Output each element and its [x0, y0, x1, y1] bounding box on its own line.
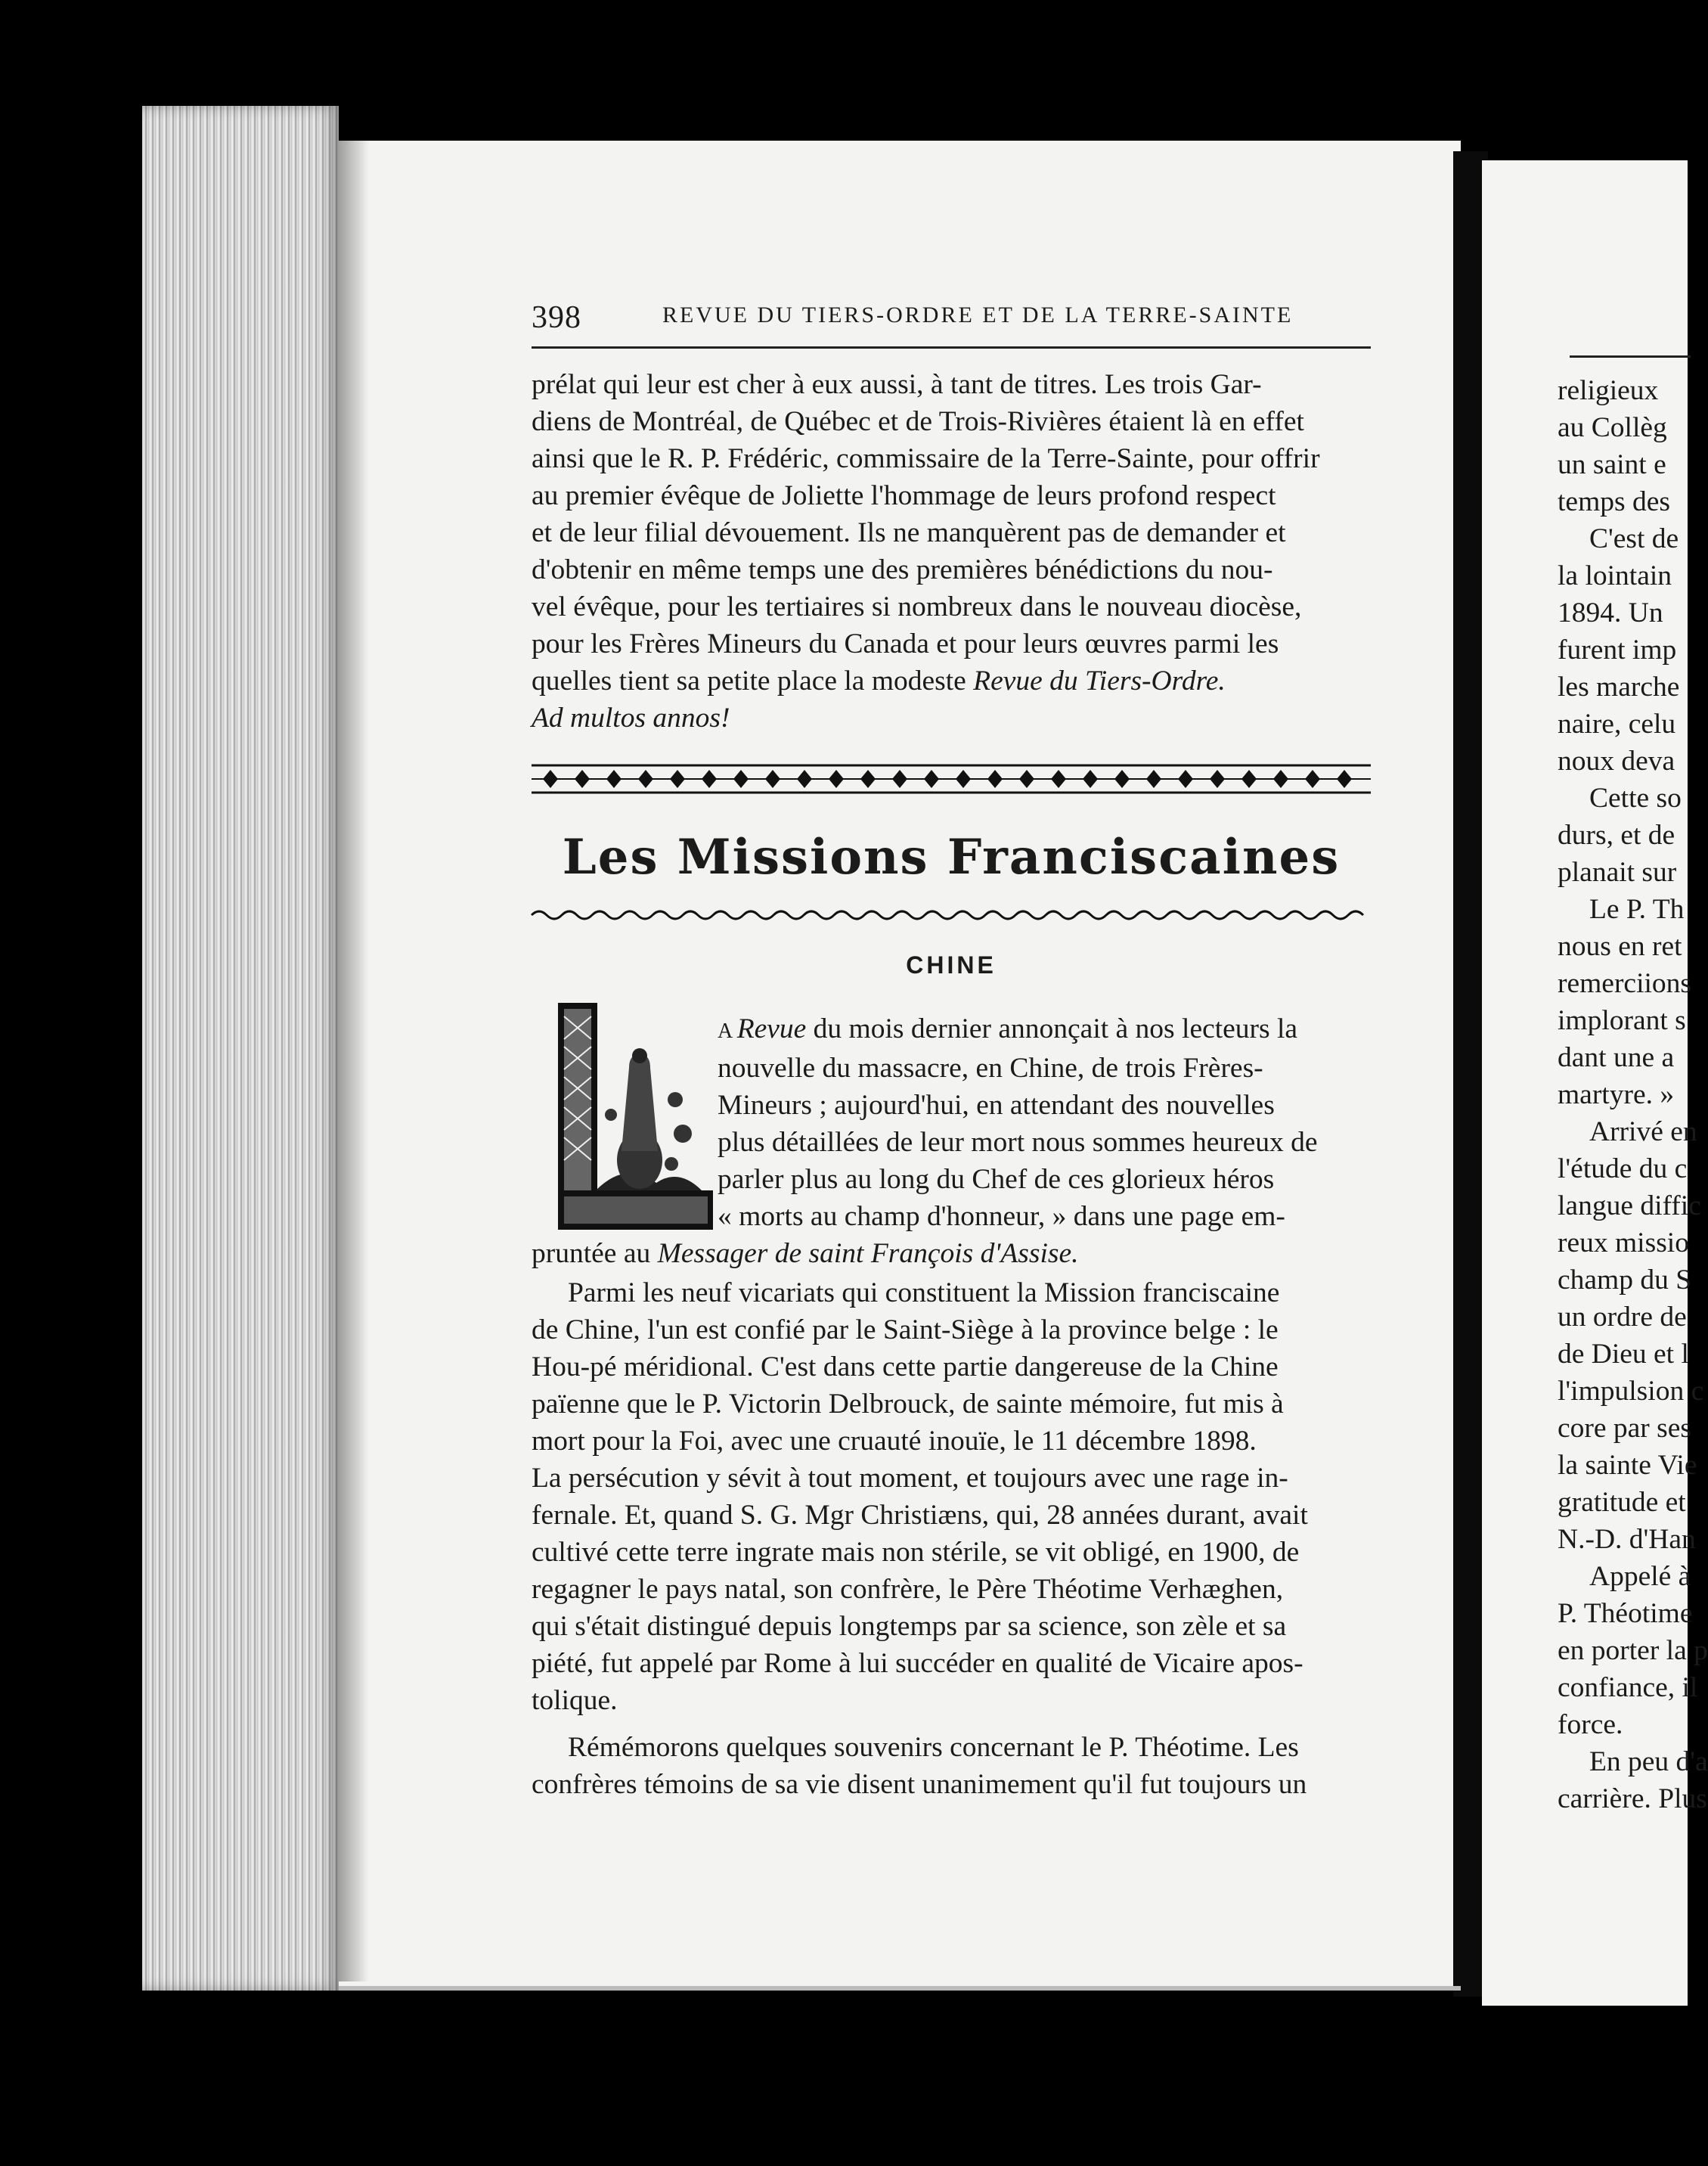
right-page-line: l'impulsion c	[1558, 1376, 1704, 1407]
text-line: piété, fut appelé par Rome à lui succéder en qualité de Vicaire apos-	[532, 1648, 1303, 1679]
top-paragraph	[532, 366, 1371, 737]
right-header-rule	[1570, 355, 1691, 358]
text-line: Rémémorons quelques souvenirs concernant le P. Théotime. Les	[568, 1732, 1299, 1763]
right-page-line: les marche	[1558, 672, 1680, 703]
text-span: du mois dernier annonçait à nos lecteurs la	[806, 1013, 1298, 1044]
text-line	[532, 1235, 1371, 1272]
text-line: fernale. Et, quand S. G. Mgr Christiæns, qui, 28 années durant, avait	[532, 1500, 1308, 1531]
text-line	[532, 1010, 1371, 1050]
right-page-line: durs, et de	[1558, 820, 1675, 851]
text-line	[532, 663, 1371, 700]
text-line: La persécution y sévit à tout moment, et toujours avec une rage in-	[532, 1463, 1288, 1494]
closing-line	[532, 700, 1371, 737]
paragraph-two	[532, 1274, 1371, 1719]
right-page-line: Le P. Th	[1589, 894, 1685, 925]
right-page-line: P. Théotime	[1558, 1598, 1693, 1629]
text-line: parler plus au long du Chef de ces glorieux héros	[718, 1164, 1275, 1195]
right-page-line: Arrivé en	[1589, 1116, 1697, 1147]
text-span: pruntée au	[532, 1238, 658, 1269]
text-line: qui s'était distingué depuis longtemps par sa science, son zèle et sa	[532, 1611, 1287, 1642]
right-page-line: la lointain	[1558, 560, 1672, 591]
text-line: Parmi les neuf vicariats qui constituent la Mission franciscaine	[568, 1277, 1280, 1308]
text-line: prélat qui leur est cher à eux aussi, à tant de titres. Les trois Gar-	[532, 369, 1262, 400]
ornament-band	[532, 759, 1371, 802]
right-page-line: champ du S	[1558, 1265, 1692, 1296]
text-line: d'obtenir en même temps une des premières bénédictions du nou-	[532, 554, 1273, 585]
text-line: mort pour la Foi, avec une cruauté inouïe, le 11 décembre 1898.	[532, 1426, 1257, 1457]
right-page-line: planait sur	[1558, 857, 1677, 888]
right-page-line: N.-D. d'Han	[1558, 1524, 1696, 1555]
book-page-edges	[142, 106, 339, 1991]
small-caps-a: A	[718, 1019, 737, 1043]
text-line: plus détaillées de leur mort nous sommes heureux de	[718, 1127, 1318, 1158]
revue-italic: Revue	[736, 1013, 807, 1044]
right-page-line: dant une a	[1558, 1042, 1675, 1073]
right-page-line: Cette so	[1589, 783, 1682, 814]
right-page-line: la sainte Vie	[1558, 1450, 1697, 1481]
right-page-line: religieux	[1558, 375, 1659, 406]
text-line: et de leur filial dévouement. Ils ne manquèrent pas de demander et	[532, 517, 1286, 548]
spine-shadow	[339, 136, 369, 1981]
right-page-line: carrière. Plus	[1558, 1783, 1707, 1814]
text-line: vel évêque, pour les tertiaires si nombreux dans le nouveau diocèse,	[532, 591, 1302, 622]
right-page-line: gratitude et	[1558, 1487, 1686, 1518]
right-page-line: En peu d'a	[1589, 1746, 1708, 1777]
page-number: 398	[532, 300, 581, 335]
right-page-line: furent imp	[1558, 635, 1677, 666]
right-page-line: reux missio	[1558, 1227, 1689, 1258]
right-page-line: de Dieu et l	[1558, 1339, 1689, 1370]
subheading-chine: CHINE	[906, 951, 997, 979]
right-page-line: temps des	[1558, 486, 1670, 517]
text-line: Mineurs ; aujourd'hui, en attendant des nouvelles	[718, 1090, 1275, 1121]
running-title: REVUE DU TIERS-ORDRE ET DE LA TERRE-SAINTE	[662, 303, 1294, 327]
header-rule	[532, 346, 1371, 349]
text-line: « morts au champ d'honneur, » dans une page em-	[718, 1201, 1285, 1232]
ad-multos-italic: Ad multos annos!	[532, 703, 730, 734]
text-line: pour les Frères Mineurs du Canada et pour leurs œuvres parmi les	[532, 628, 1279, 659]
messager-italic: Messager de saint François d'Assise.	[657, 1238, 1079, 1269]
text-line: de Chine, l'un est confié par le Saint-Siège à la province belge : le	[532, 1314, 1279, 1345]
right-page-line: confiance, il	[1558, 1672, 1698, 1703]
text-span: quelles tient sa petite place la modeste	[532, 666, 974, 697]
right-page-line: remerciions	[1558, 968, 1692, 999]
text-line: au premier évêque de Joliette l'hommage de leurs profond respect	[532, 480, 1276, 511]
text-line: Hou-pé méridional. C'est dans cette partie dangereuse de la Chine	[532, 1351, 1279, 1382]
right-page-line: martyre. »	[1558, 1079, 1675, 1110]
text-line: païenne que le P. Victorin Delbrouck, de sainte mémoire, fut mis à	[532, 1389, 1284, 1420]
text-line: ainsi que le R. P. Frédéric, commissaire de la Terre-Sainte, pour offrir	[532, 443, 1320, 474]
right-page-line: un ordre de	[1558, 1302, 1687, 1333]
right-page-line: un saint e	[1558, 449, 1666, 480]
paragraph-three	[532, 1729, 1371, 1803]
page-bottom-edge	[339, 1986, 1461, 1991]
text-line: cultivé cette terre ingrate mais non stérile, se vit obligé, en 1900, de	[532, 1537, 1300, 1568]
right-page-line: nous en ret	[1558, 931, 1682, 962]
text-line: confrères témoins de sa vie disent unanimement qu'il fut toujours un	[532, 1769, 1307, 1800]
section-title: Les Missions Franciscaines	[562, 829, 1341, 886]
right-page-line: au Collèg	[1558, 412, 1667, 443]
right-page-line: 1894. Un	[1558, 597, 1663, 628]
right-page-line: l'étude du c	[1558, 1153, 1688, 1184]
revue-title-italic: Revue du Tiers-Ordre.	[973, 666, 1226, 697]
text-line: regagner le pays natal, son confrère, le Père Théotime Verhæghen,	[532, 1574, 1284, 1605]
text-line: tolique.	[532, 1685, 618, 1716]
right-page-line: noux deva	[1558, 746, 1675, 777]
right-page-line: implorant s	[1558, 1005, 1686, 1036]
right-page-line: langue diffic	[1558, 1190, 1701, 1221]
text-line: diens de Montréal, de Québec et de Trois-Rivières étaient là en effet	[532, 406, 1304, 437]
wavy-rule	[532, 906, 1371, 924]
right-page-line: Appelé à	[1589, 1561, 1691, 1592]
right-page-text	[1558, 372, 1708, 1817]
right-page-line: core par ses	[1558, 1413, 1691, 1444]
text-line: nouvelle du massacre, en Chine, de trois Frères-	[718, 1053, 1263, 1084]
right-page-line: naire, celu	[1558, 709, 1676, 740]
right-page-line: force.	[1558, 1709, 1623, 1740]
right-page-line: en porter la p	[1558, 1635, 1708, 1666]
right-page-line: C'est de	[1589, 523, 1679, 554]
lead-paragraph	[532, 1010, 1371, 1272]
